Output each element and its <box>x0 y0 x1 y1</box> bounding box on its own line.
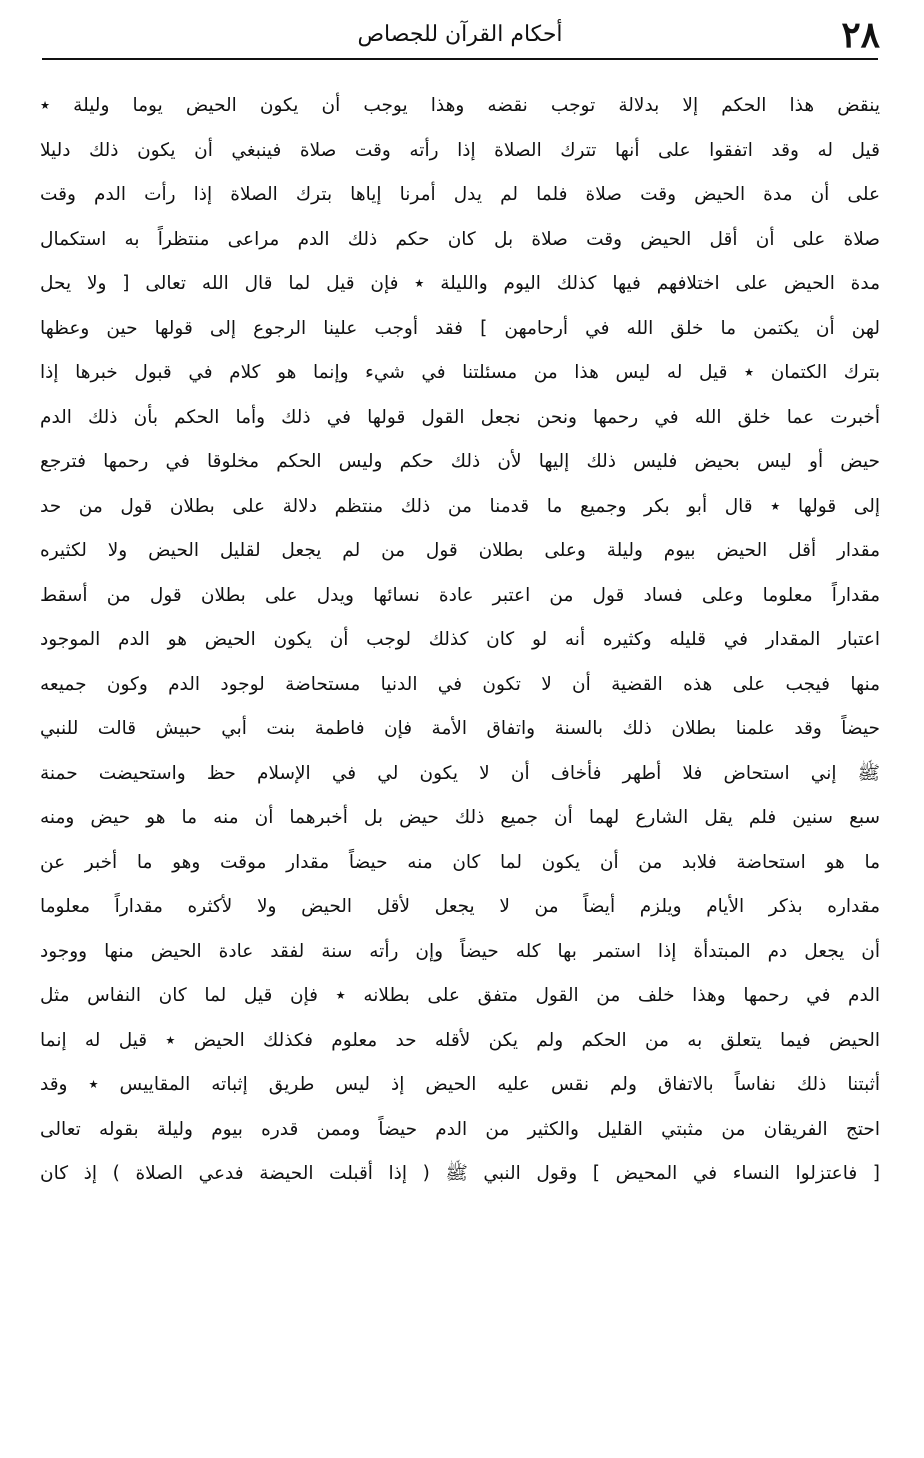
text-line: مدة الحيض على اختلافهم فيها كذلك اليوم والليلة ٭ فإن قيل لما قال الله تعالى [ ولا يحل <box>40 273 880 294</box>
text-line: منها فيجب على هذه القضية أن لا تكون في الدنيا مستحاضة لوجود الدم وكون جميعه <box>40 673 880 695</box>
text-line: مقدار أقل الحيض بيوم وليلة وعلى بطلان قول من لم يجعل لقليل الحيض ولا لكثيره <box>40 540 880 561</box>
text-line: ينقض هذا الحكم إلا بدلالة توجب نقضه وهذا يوجب أن يكون الحيض يوما وليلة ٭ <box>40 95 880 116</box>
text-line: أخبرت عما خلق الله في رحمها ونحن نجعل القول قولها في ذلك وأما الحكم بأن ذلك الدم <box>40 406 880 428</box>
text-line: بترك الكتمان ٭ قيل له ليس هذا من مسئلتنا في شيء وإنما هو كلام في قبول خبرها إذا <box>40 362 880 383</box>
text-line: احتج الفريقان من مثبتي القليل والكثير من الدم حيضاً وممن قدره بيوم وليلة بقوله تعالى <box>40 1118 880 1140</box>
text-line: أثبتنا ذلك نفاساً بالاتفاق ولم نقس عليه الحيض إذ ليس طريق إثباته المقاييس ٭ وقد <box>40 1074 880 1095</box>
text-line: حيض أو ليس بحيض فليس ذلك إليها لأن ذلك حكم وليس الحكم مخلوقا في رحمها فترجع <box>40 451 880 472</box>
page-header <box>40 14 880 58</box>
text-line: اعتبار المقدار في قليله وكثيره أنه لو كان كذلك لوجب أن يكون الحيض هو الدم الموجود <box>40 629 880 650</box>
text-line: لهن أن يكتمن ما خلق الله في أرحامهن ] فقد أوجب علينا الرجوع إلى قولها حين وعظها <box>40 317 880 339</box>
text-line: إلى قولها ٭ قال أبو بكر وجميع ما قدمنا من ذلك منتظم دلالة على بطلان قول من حد <box>40 495 880 517</box>
text-line: صلاة على أن أقل الحيض وقت صلاة بل كان حكم ذلك الدم مراعى منتظراً به استكمال <box>40 228 880 250</box>
text-line: مقداره بذكر الأيام ويلزم أيضاً من لا يجعل لأقل الحيض ولا لأكثره مقداراً معلوما <box>40 896 880 917</box>
text-line: مقداراً معلوما وعلى فساد قول من اعتبر عادة نسائها ويدل على بطلان قول من أسقط <box>40 584 880 606</box>
body-text <box>40 84 880 1197</box>
running-title: أحكام القرآن للجصاص <box>357 22 563 47</box>
text-line: سبع سنين فلم يقل الشارع لهما أن جميع ذلك حيض بل أخبرهما أن منه ما هو حيض ومنه <box>40 807 880 828</box>
text-line: [ فاعتزلوا النساء في المحيض ] وقول النبي ﷺ ( إذا أقبلت الحيضة فدعي الصلاة ) إذ كان <box>40 1163 880 1184</box>
text-line: قيل له وقد اتفقوا على أنها تترك الصلاة إذا رأته وقت صلاة فينبغي أن يكون ذلك دليلا <box>40 139 880 161</box>
text-line: ما هو استحاضة فلابد من أن يكون لما كان منه حيضاً مقدار موقت وهو ما أخبر عن <box>40 851 880 873</box>
text-line: الدم في رحمها وهذا خلف من القول متفق على بطلانه ٭ فإن قيل لما كان النفاس مثل <box>40 985 880 1006</box>
header-rule <box>42 58 878 60</box>
text-line: حيضاً وقد علمنا بطلان ذلك بالسنة واتفاق الأمة فإن فاطمة بنت أبي حبيش قالت للنبي <box>40 718 880 739</box>
text-line: على أن مدة الحيض وقت صلاة فلما لم يدل أمرنا إياها بترك الصلاة إذا رأت الدم وقت <box>40 184 880 205</box>
text-line: ﷺ إني استحاض فلا أطهر فأخاف أن لا يكون لي في الإسلام حظ واستحيضت حمنة <box>40 762 880 784</box>
page-number: ٢٨ <box>841 14 880 56</box>
text-line: الحيض فيما يتعلق به من الحكم ولم يكن لأقله حد معلوم فكذلك الحيض ٭ قيل له إنما <box>40 1029 880 1051</box>
text-line: أن يجعل دم المبتدأة إذا استمر بها كله حيضاً وإن رأته سنة لفقد عادة الحيض منها ووجود <box>40 940 880 962</box>
